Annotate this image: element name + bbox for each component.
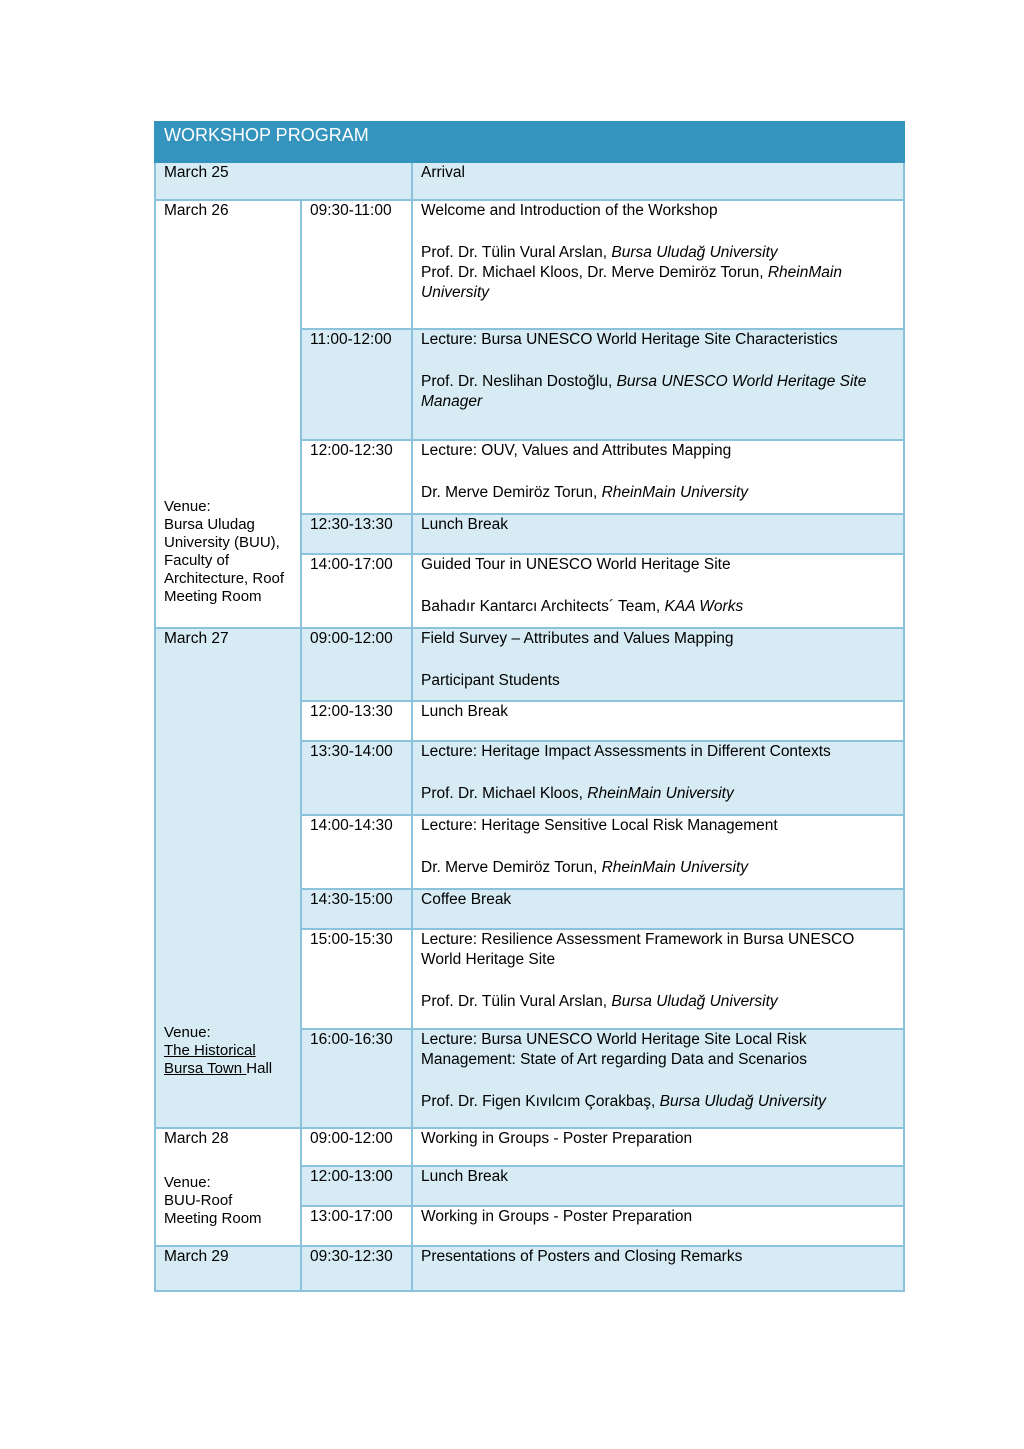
time-cell: 12:00-12:30 [301,440,412,514]
time-cell: 09:30-12:30 [301,1246,412,1291]
day-label: March 25 [164,164,229,181]
venue-link: The Historical [164,1042,256,1059]
time-cell: 13:30-14:00 [301,741,412,815]
table-row [155,200,904,329]
speaker-affiliation: RheinMain University [601,484,749,501]
speakers [421,671,895,691]
session-title: Guided Tour in UNESCO World Heritage Site [421,556,731,573]
session-cell [412,741,904,815]
speaker-name: Bahadır Kantarcı Architects´ Team, [421,598,665,615]
session-title: Lecture: Bursa UNESCO World Heritage Site Local Risk Management: State of Art regarding Data and Scenarios [421,1031,808,1068]
venue-info [164,1024,272,1078]
speaker-affiliation: RheinMain University [587,785,734,802]
speaker-affiliation: RheinMain University [601,859,749,876]
venue-line [164,1060,272,1078]
session-cell [412,701,904,741]
table-row [155,162,904,200]
time-cell: 11:00-12:00 [301,329,412,440]
day-cell [155,628,301,1128]
speakers [421,858,895,878]
session-cell [412,929,904,1029]
speaker-affiliation: RheinMain University [421,264,842,301]
time-cell: 14:00-14:30 [301,815,412,889]
venue-line: Bursa Uludag [164,516,255,533]
session-cell [412,889,904,929]
speaker-line [421,483,895,503]
table-title: WORKSHOP PROGRAM [155,122,904,162]
session-title: Coffee Break [421,891,512,908]
speaker-affiliation: Bursa Uludağ University [659,1093,826,1110]
day-label: March 28 [164,1130,229,1147]
session-title: Lecture: Bursa UNESCO World Heritage Site Characteristics [421,331,838,348]
time-cell: 12:00-13:30 [301,701,412,741]
session-cell [412,815,904,889]
session-cell [412,1029,904,1128]
speaker-affiliation: Bursa Uludağ University [611,244,778,261]
venue-line: Faculty of [164,552,230,569]
speaker-name: Prof. Dr. Neslihan Dostoğlu, [421,373,617,390]
session-cell [412,1128,904,1166]
speaker-name: Prof. Dr. Figen Kıvılcım Çorakbaş, [421,1093,660,1110]
session-title: Lecture: Heritage Impact Assessments in Different Contexts [421,743,831,760]
speakers [421,784,895,804]
table-row [155,1246,904,1291]
table-row [155,628,904,701]
speakers [421,372,895,412]
time-cell: 09:30-11:00 [301,200,412,329]
speaker-name: Prof. Dr. Tülin Vural Arslan, [421,244,612,261]
time-cell: 14:00-17:00 [301,554,412,628]
session-cell [412,440,904,514]
session-cell [412,554,904,628]
session-cell [412,329,904,440]
workshop-program-table [154,121,905,1292]
venue-line: Architecture, Roof [164,570,285,587]
session-title: Arrival [421,164,465,181]
session-title: Working in Groups - Poster Preparation [421,1208,693,1225]
venue-label: Venue: [164,1174,211,1191]
venue-line: BUU-Roof [164,1192,233,1209]
session-title: Welcome and Introduction of the Workshop [421,202,718,219]
speaker-affiliation: Bursa UNESCO World Heritage Site Manager [421,373,867,410]
venue-info [164,1174,262,1228]
speakers [421,483,895,503]
speakers [421,992,895,1012]
time-cell: 12:00-13:00 [301,1166,412,1206]
session-title: Presentations of Posters and Closing Remarks [421,1248,743,1265]
speaker-name: Prof. Dr. Michael Kloos, [421,785,588,802]
table-row [155,1128,904,1166]
venue-text: Hall [246,1060,273,1077]
speaker-line [421,597,895,617]
time-cell: 13:00-17:00 [301,1206,412,1246]
session-cell [412,1246,904,1291]
speakers [421,1092,895,1112]
session-title: Lunch Break [421,1168,509,1185]
day-cell [155,200,301,628]
time-cell: 09:00-12:00 [301,1128,412,1166]
day-cell [155,162,412,200]
venue-line: Meeting Room [164,588,262,605]
session-title: Lecture: Heritage Sensitive Local Risk Management [421,817,778,834]
time-cell: 16:00-16:30 [301,1029,412,1128]
speaker-line [421,858,895,878]
session-title: Lunch Break [421,516,509,533]
speaker-affiliation: KAA Works [664,598,744,615]
venue-line: University (BUU), [164,534,280,551]
session-title: Lecture: Resilience Assessment Framework in Bursa UNESCO World Heritage Site [421,931,855,968]
session-title: Lecture: OUV, Values and Attributes Mapping [421,442,732,459]
venue-label: Venue: [164,1024,211,1041]
day-label: March 29 [164,1248,229,1265]
speaker-line [421,372,895,412]
day-cell [155,1246,301,1291]
speaker-line [421,784,895,804]
speakers [421,597,895,617]
speaker-line [421,243,895,263]
day-label: March 27 [164,630,229,647]
speaker-name: Dr. Merve Demiröz Torun, [421,859,602,876]
speaker-line [421,671,895,691]
venue-line [164,1042,272,1060]
time-cell: 09:00-12:00 [301,628,412,701]
session-cell [412,1166,904,1206]
session-title: Field Survey – Attributes and Values Mapping [421,630,734,647]
session-cell [412,1206,904,1246]
time-cell: 14:30-15:00 [301,889,412,929]
session-title: Working in Groups - Poster Preparation [421,1130,693,1147]
venue-link: Bursa Town [164,1060,247,1077]
speaker-name: Prof. Dr. Tülin Vural Arslan, [421,993,612,1010]
time-cell: 15:00-15:30 [301,929,412,1029]
speaker-name: Participant Students [421,672,560,689]
venue-line: Meeting Room [164,1210,262,1227]
speaker-affiliation: Bursa Uludağ University [611,993,778,1010]
speakers [421,243,895,303]
time-cell: 12:30-13:30 [301,514,412,554]
day-cell [155,1128,301,1246]
session-cell [412,514,904,554]
session-cell [412,628,904,701]
venue-info [164,498,284,606]
session-cell [412,200,904,329]
speaker-line [421,263,895,303]
speaker-line [421,1092,895,1112]
venue-label: Venue: [164,498,211,515]
session-title: Lunch Break [421,703,509,720]
speaker-name: Dr. Merve Demiröz Torun, [421,484,602,501]
day-label: March 26 [164,202,229,219]
speaker-name: Prof. Dr. Michael Kloos, Dr. Merve Demiröz Torun, [421,264,768,281]
session-cell [412,162,904,200]
speaker-line [421,992,895,1012]
